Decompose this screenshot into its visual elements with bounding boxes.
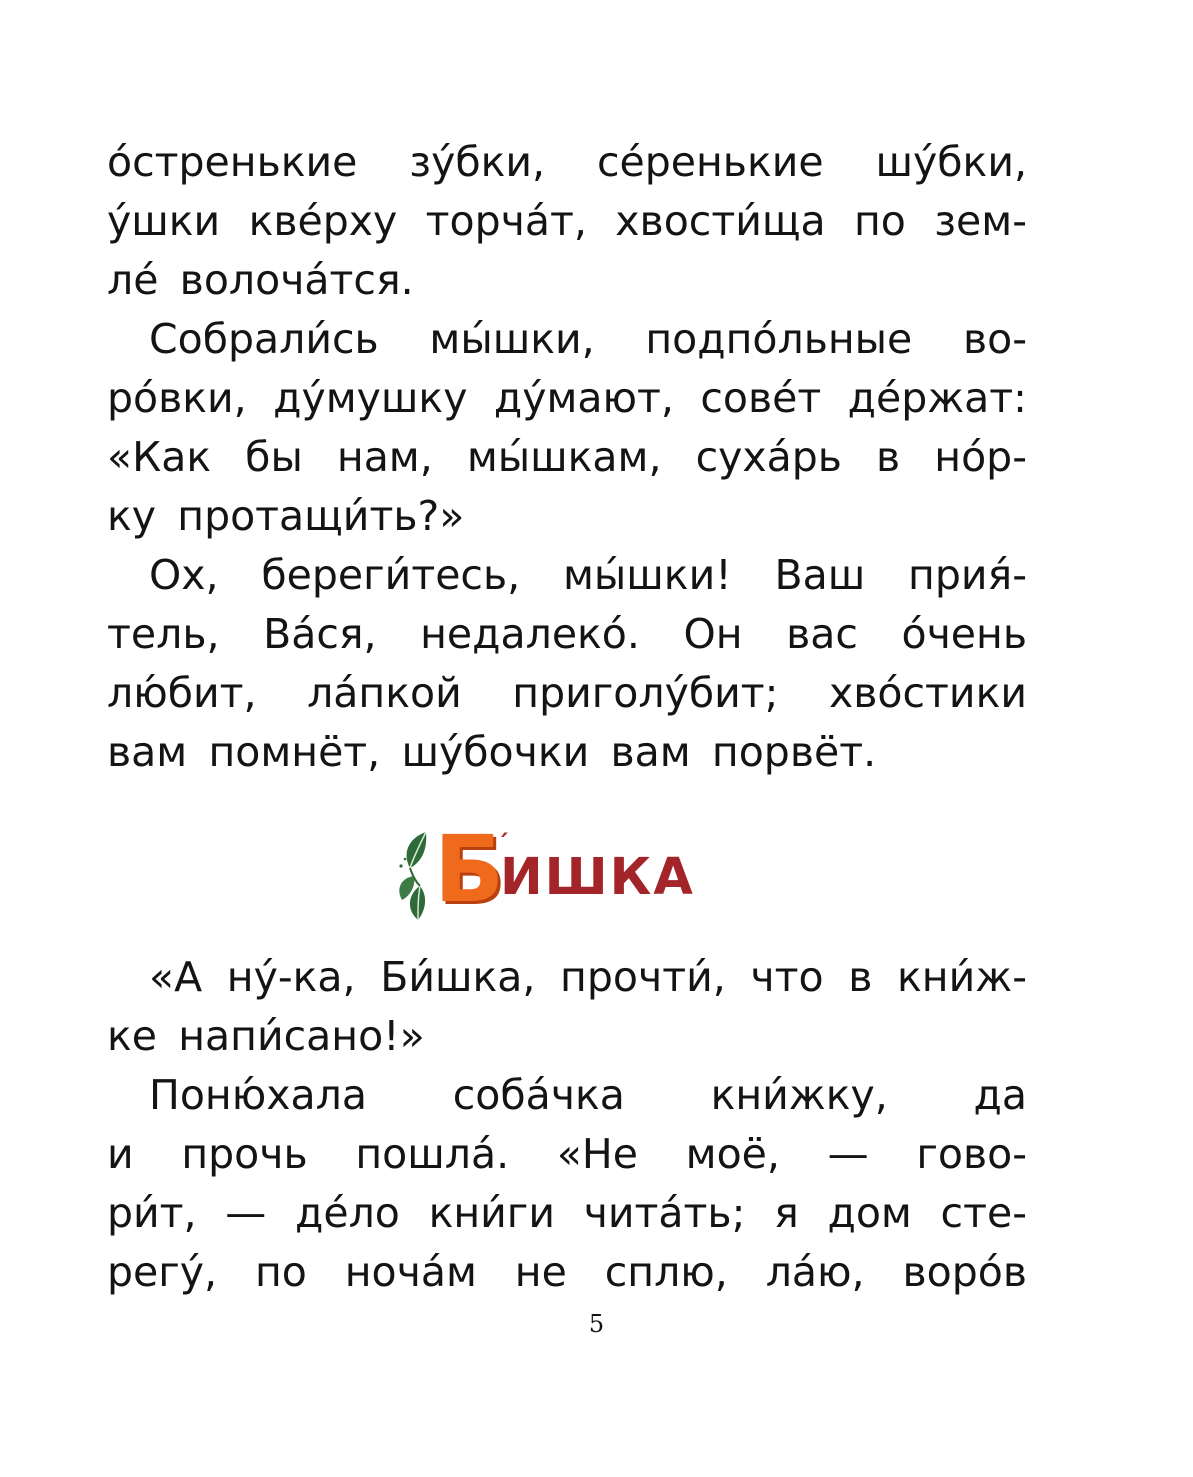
text-line: вам помнёт, шу́бочки вам порвёт. — [107, 728, 877, 776]
text-line: Ох, береги́тесь, мы́шки! Ваш прия́- — [149, 551, 1027, 599]
text-line: лю́бит, ла́пкой приголу́бит; хво́стики — [107, 669, 1027, 717]
text-line: ле́ волоча́тся. — [107, 256, 414, 304]
story-title — [396, 818, 726, 928]
text-line: ку протащи́ть?» — [107, 492, 465, 540]
text-line: ке напи́сано!» — [107, 1012, 425, 1060]
text-line: Собрали́сь мы́шки, подпо́льные во- — [149, 315, 1027, 363]
text-line: у́шки кве́рху торча́т, хвости́ща по зем- — [107, 197, 1027, 245]
title-initial-letter: Б — [434, 816, 505, 923]
text-block-1 — [107, 133, 1027, 782]
page-number: 5 — [588, 1310, 605, 1338]
text-line: о́стренькие зу́бки, се́ренькие шу́бки, — [107, 138, 1027, 186]
text-line: «А ну́-ка, Би́шка, прочти́, что в кни́ж- — [149, 953, 1027, 1001]
text-line: и прочь пошла́. «Не моё, — гово- — [107, 1130, 1027, 1178]
text-line: тель, Ва́ся, недалеко́. Он вас о́чень — [107, 610, 1027, 658]
title-rest: ИШКА — [500, 848, 695, 907]
text-line: «Как бы нам, мы́шкам, суха́рь в но́р- — [107, 433, 1027, 481]
text-line: регу́, по ноча́м не сплю, ла́ю, воро́в — [107, 1248, 1027, 1296]
text-line: Поню́хала соба́чка кни́жку, да — [149, 1071, 1027, 1119]
text-line: ро́вки, ду́мушку ду́мают, сове́т де́ржат: — [107, 374, 1027, 422]
text-line: ри́т, — де́ло кни́ги чита́ть; я дом сте- — [107, 1189, 1027, 1237]
text-block-2 — [107, 948, 1027, 1302]
